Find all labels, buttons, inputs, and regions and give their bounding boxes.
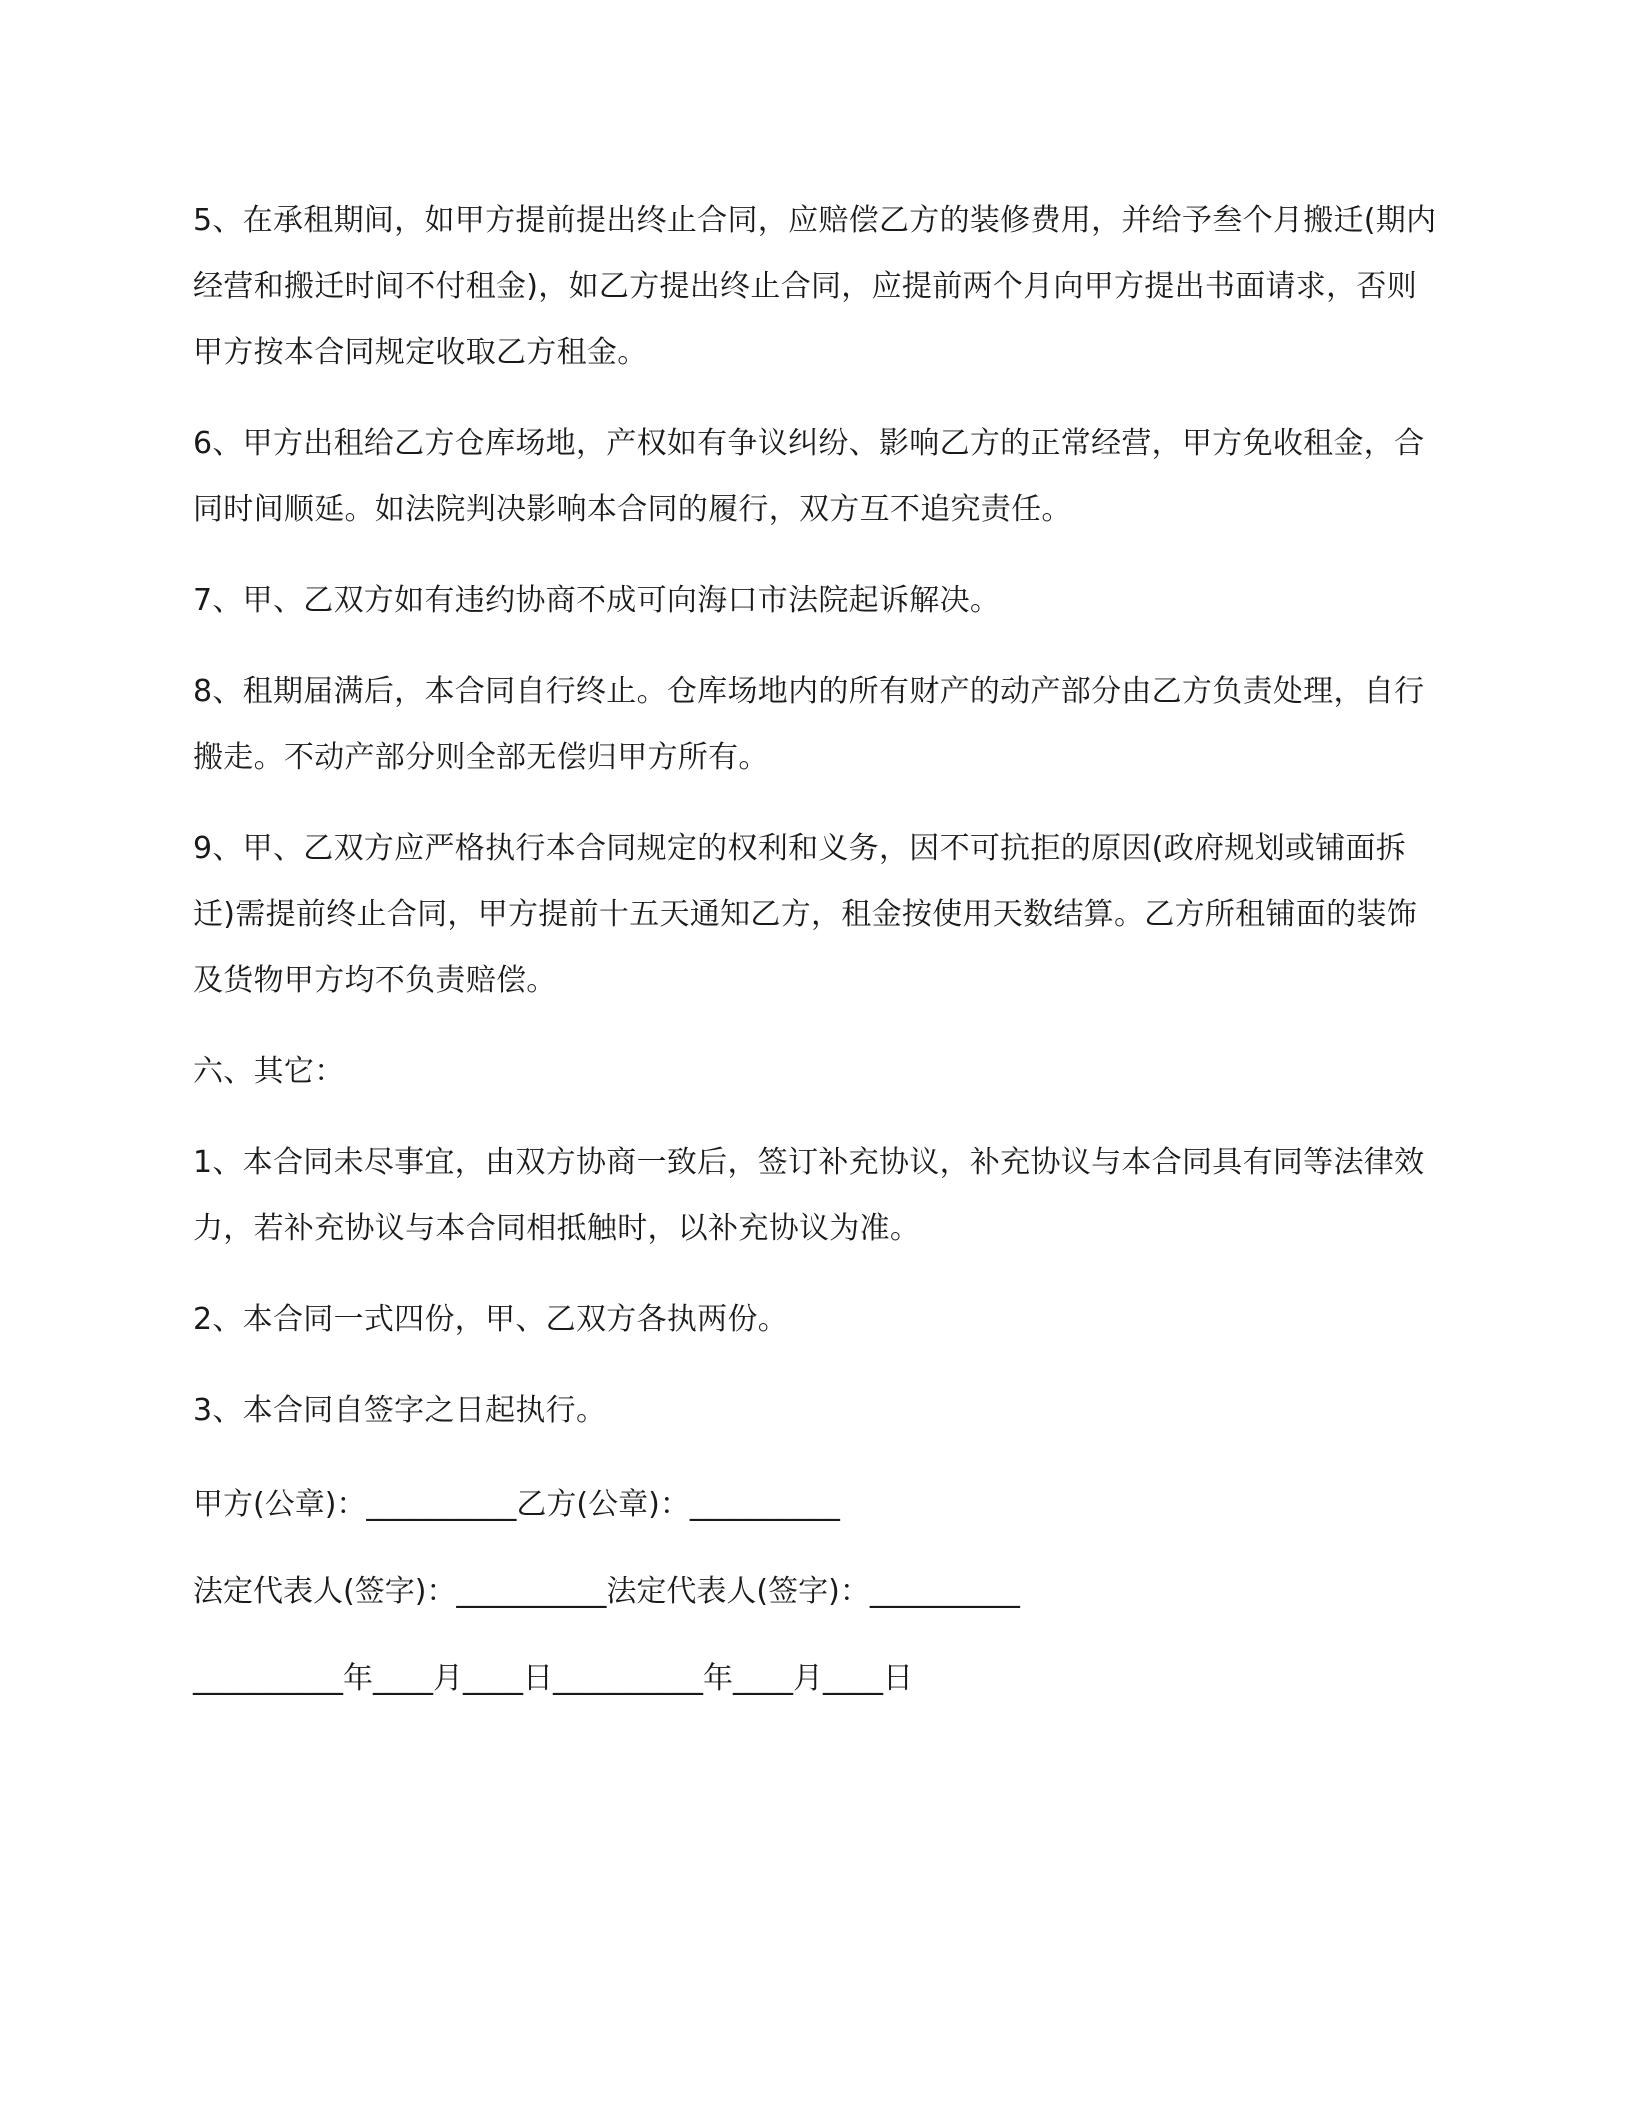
clause-8: 8、租期届满后，本合同自行终止。仓库场地内的所有财产的动产部分由乙方负责处理，自行搬走。不动产部分则全部无偿归甲方所有。: [193, 674, 1425, 775]
clause-9: 9、甲、乙双方应严格执行本合同规定的权利和义务，因不可抗拒的原因(政府规划或铺面拆迁)需提前终止合同，甲方提前十五天通知乙方，租金按使用天数结算。乙方所租铺面的装饰及货物甲方均不负责赔偿。: [193, 831, 1418, 998]
section-heading-other: 六、其它：: [193, 1054, 345, 1089]
other-clause-1: 1、本合同未尽事宜，由双方协商一致后，签订补充协议，补充协议与本合同具有同等法律效力，若补充协议与本合同相抵触时，以补充协议为准。: [193, 1145, 1425, 1246]
clause-5: 5、在承租期间，如甲方提前提出终止合同，应赔偿乙方的装修费用，并给予叁个月搬迁(期内经营和搬迁时间不付租金)，如乙方提出终止合同，应提前两个月向甲方提出书面请求，否则甲方按本合同规定收取乙方租金。: [193, 203, 1437, 370]
other-clause-2: 2、本合同一式四份，甲、乙双方各执两份。: [193, 1302, 789, 1337]
clause-6: 6、甲方出租给乙方仓库场地，产权如有争议纠纷、影响乙方的正常经营，甲方免收租金，合同时间顺延。如法院判决影响本合同的履行，双方互不追究责任。: [193, 426, 1425, 527]
document-body: [193, 188, 1443, 1733]
representative-signature-line: 法定代表人(签字)：__________法定代表人(签字)：__________: [193, 1574, 1020, 1609]
clause-7: 7、甲、乙双方如有违约协商不成可向海口市法院起诉解决。: [193, 583, 1001, 618]
date-line: __________年____月____日__________年____月____日: [193, 1661, 913, 1696]
seal-signature-line: 甲方(公章)：__________乙方(公章)：__________: [193, 1487, 840, 1522]
other-clause-3: 3、本合同自签字之日起执行。: [193, 1393, 607, 1428]
